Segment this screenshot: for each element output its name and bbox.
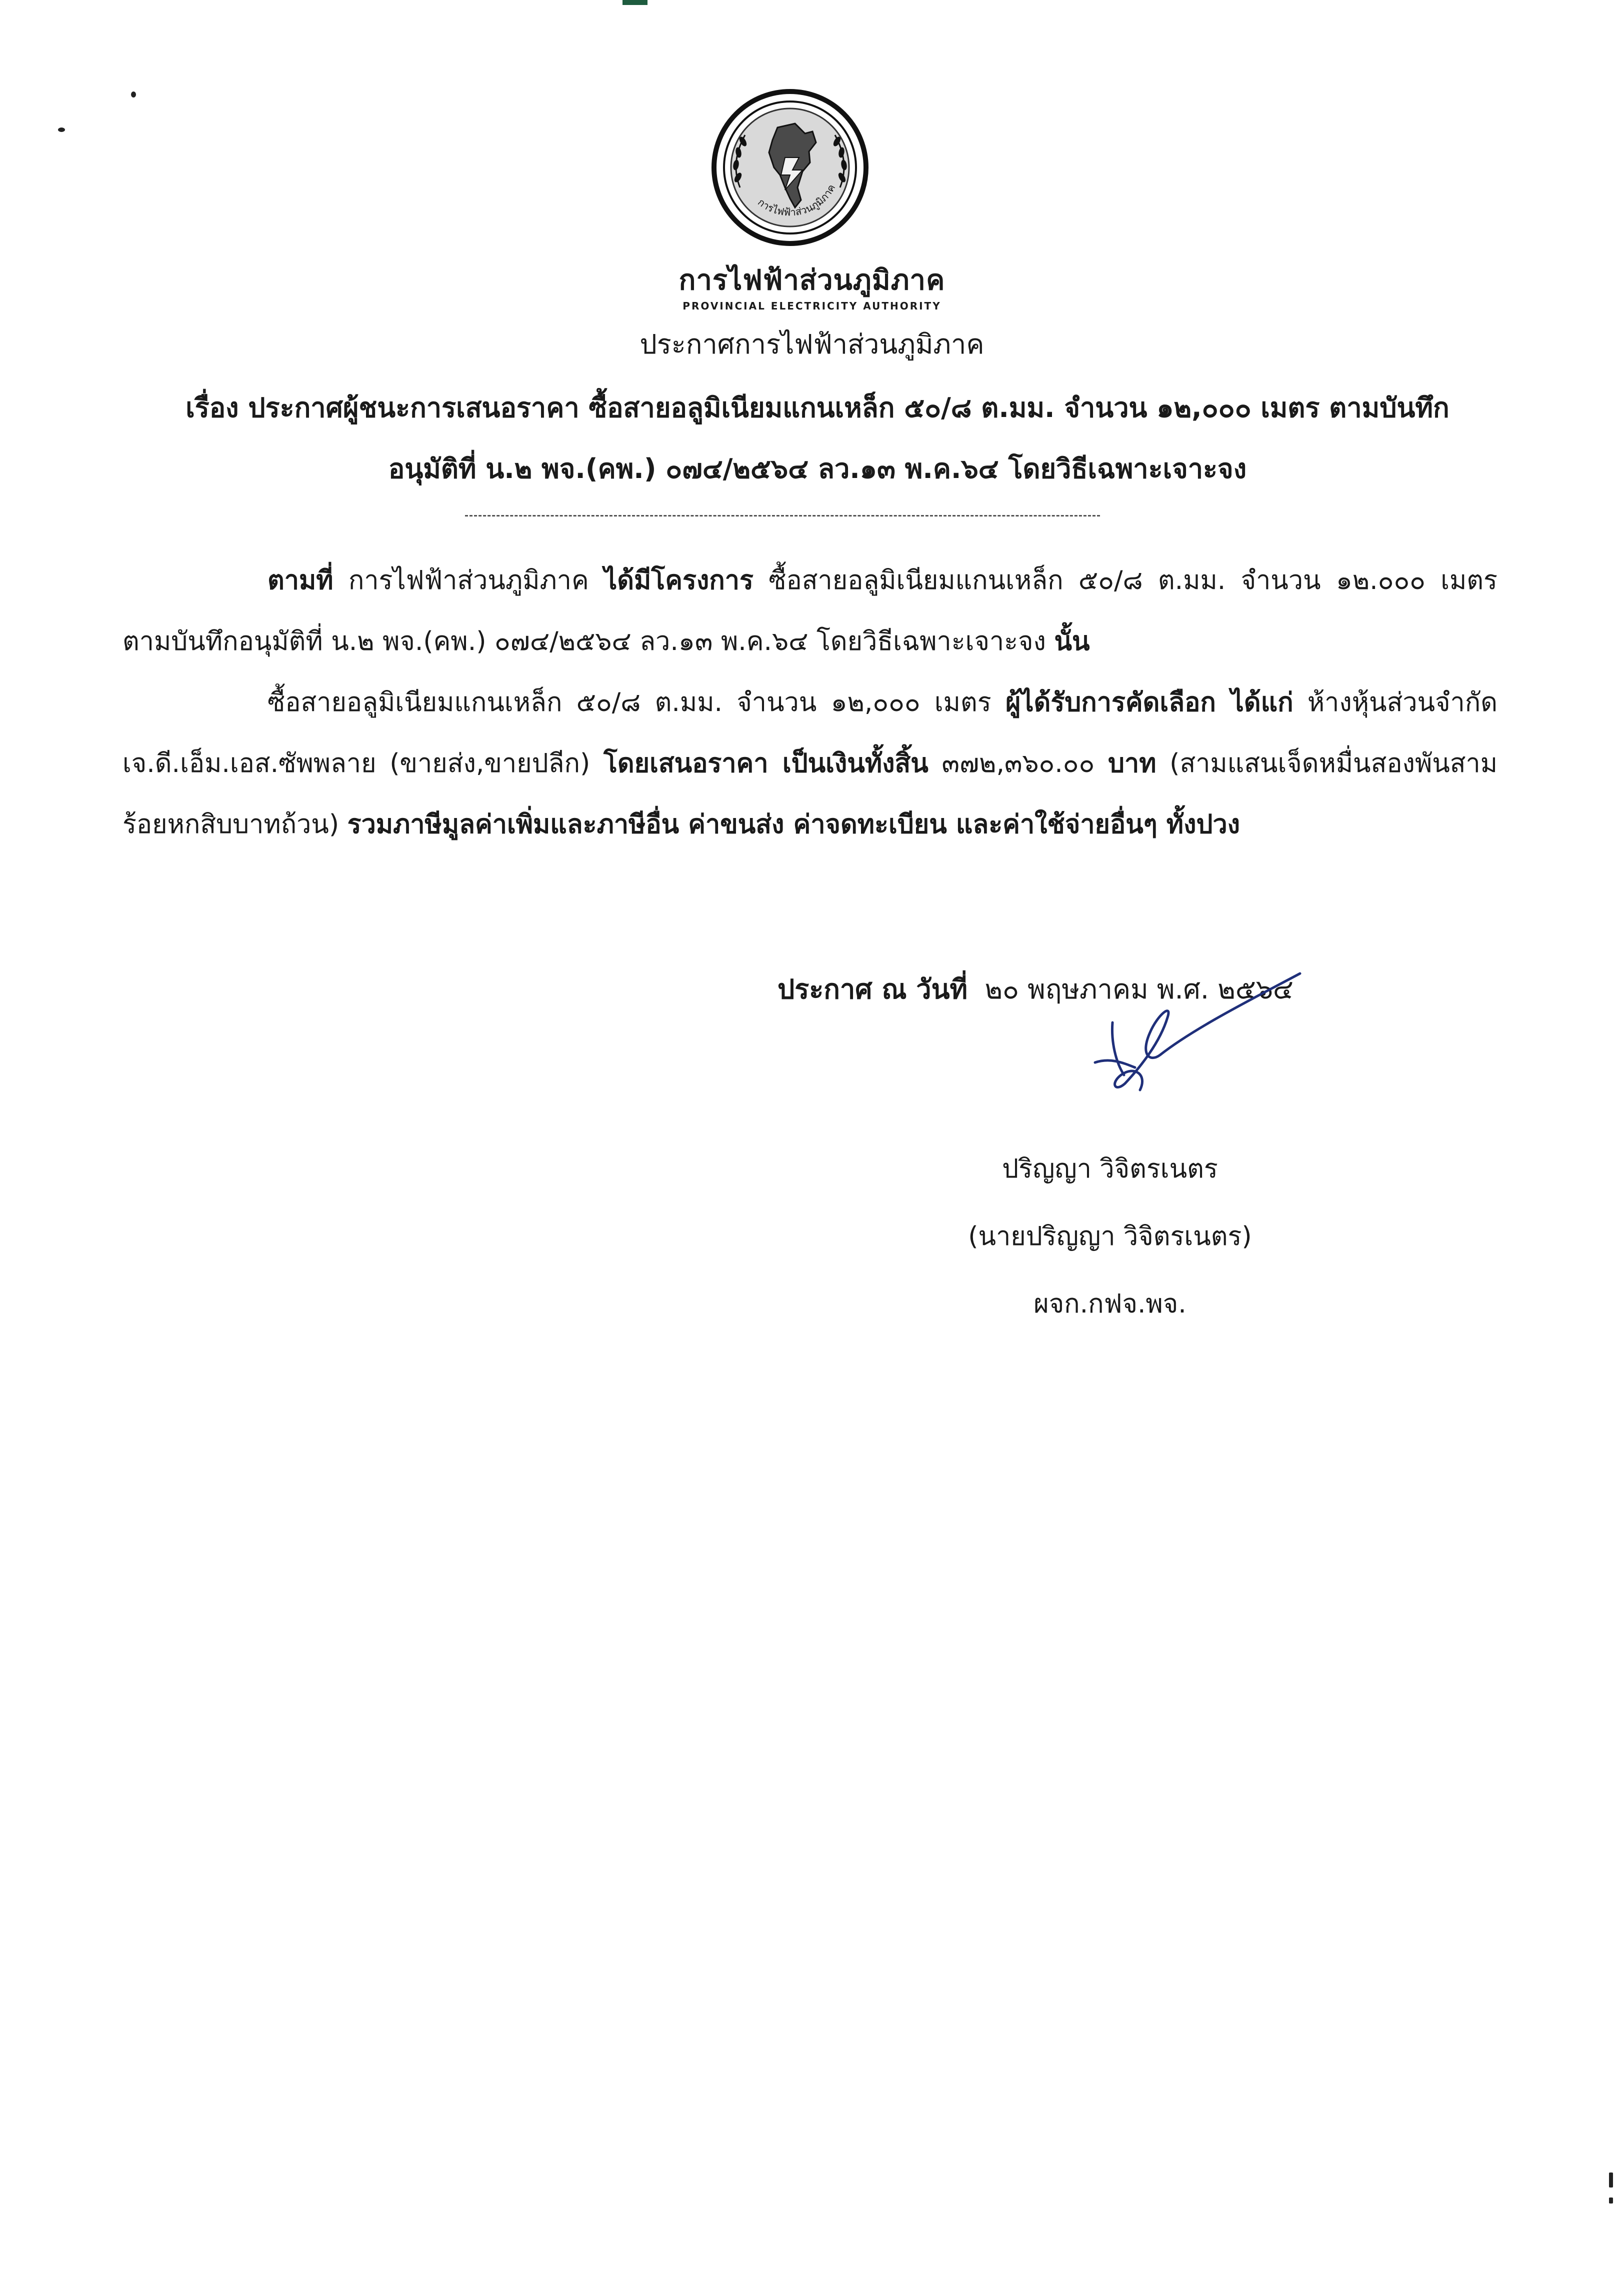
subject	[125, 378, 1510, 500]
date-value: ๒๐ พฤษภาคม พ.ศ. ๒๕๖๔	[984, 974, 1294, 1005]
subject-line-2: อนุมัติที่ น.๒ พจ.(คพ.) ๐๗๔/๒๕๖๔ ลว.๑๓ พ.ค.๖๔ โดยวิธีเฉพาะเจาะจง	[388, 453, 1247, 484]
org-name-en: PROVINCIAL ELECTRICITY AUTHORITY	[682, 300, 942, 312]
date-label: ประกาศ ณ วันที่	[778, 974, 968, 1005]
p2-text-3: ๓๗๒,๓๖๐.๐๐	[928, 748, 1108, 778]
signer-name: ปริญญา วิจิตรเนตร	[1002, 1154, 1218, 1184]
signer-position: ผจก.กฟจ.พจ.	[1034, 1289, 1186, 1319]
p2-text-4: (สามแสนเจ็ดหมื่นสองพันสามร้อยหกสิบบาทถ้วน)	[122, 748, 1498, 840]
p2-bold-4: รวมภาษีมูลค่าเพิ่มและภาษีอื่น ค่าขนส่ง ค่าจดทะเบียน และค่าใช้จ่ายอื่นๆ ทั้งปวง	[347, 810, 1240, 840]
p2-bold-2: โดยเสนอราคา เป็นเงินทั้งสิ้น	[603, 748, 928, 778]
announcement-title: ประกาศการไฟฟ้าส่วนภูมิภาค	[640, 328, 984, 360]
p1-bold-2: นั้น	[1054, 626, 1090, 656]
p2-bold-3: บาท	[1108, 748, 1156, 778]
svg-text:การไฟฟ้าส่วนภูมิภาค: การไฟฟ้าส่วนภูมิภาค	[756, 182, 838, 218]
p1-text-1: การไฟฟ้าส่วนภูมิภาค	[333, 566, 604, 596]
subject-line-1: เรื่อง ประกาศผู้ชนะการเสนอราคา ซื้อสายอลูมิเนียมแกนเหล็ก ๕๐/๘ ต.มม. จำนวน ๑๒,๐๐๐ เมตร ตามบันทึก	[186, 392, 1450, 424]
pea-seal-icon	[710, 88, 870, 248]
scan-speck	[1609, 2172, 1613, 2188]
scan-speck	[622, 0, 648, 5]
announcement-body	[122, 550, 1498, 855]
p1-lead: ตามที่	[268, 566, 334, 596]
p1-bold-1: ได้มีโครงการ	[604, 566, 754, 596]
scan-speck	[131, 92, 136, 98]
paragraph-2	[122, 672, 1498, 855]
org-name-th: การไฟฟ้าส่วนภูมิภาค	[678, 264, 946, 296]
signer-full-name: (นายปริญญา วิจิตรเนตร)	[968, 1222, 1252, 1252]
p2-bold-1: ผู้ได้รับการคัดเลือก ได้แก่	[1005, 688, 1294, 718]
p1-text-2: ซื้อสายอลูมิเนียมแกนเหล็ก ๕๐/๘ ต.มม. จำนวน ๑๒.๐๐๐ เมตร ตามบันทึกอนุมัติที่ น.๒ พจ.(คพ.) ๐๗๔/๒๕๖๔ ลว.๑๓ พ.ค.๖๔ โดยวิธีเฉพาะเจาะจง	[122, 566, 1498, 656]
p2-text-1: ซื้อสายอลูมิเนียมแกนเหล็ก ๕๐/๘ ต.มม. จำนวน ๑๒,๐๐๐ เมตร	[268, 688, 1006, 718]
handwritten-signature-icon	[1065, 968, 1325, 1118]
paragraph-1	[122, 550, 1498, 672]
p2-text-2: ห้างหุ้นส่วนจำกัด เจ.ดี.เอ็ม.เอส.ซัพพลาย (ขายส่ง,ขายปลีก)	[122, 688, 1498, 778]
scan-speck	[58, 128, 65, 132]
divider	[465, 515, 1100, 516]
scan-speck	[1609, 2198, 1613, 2204]
